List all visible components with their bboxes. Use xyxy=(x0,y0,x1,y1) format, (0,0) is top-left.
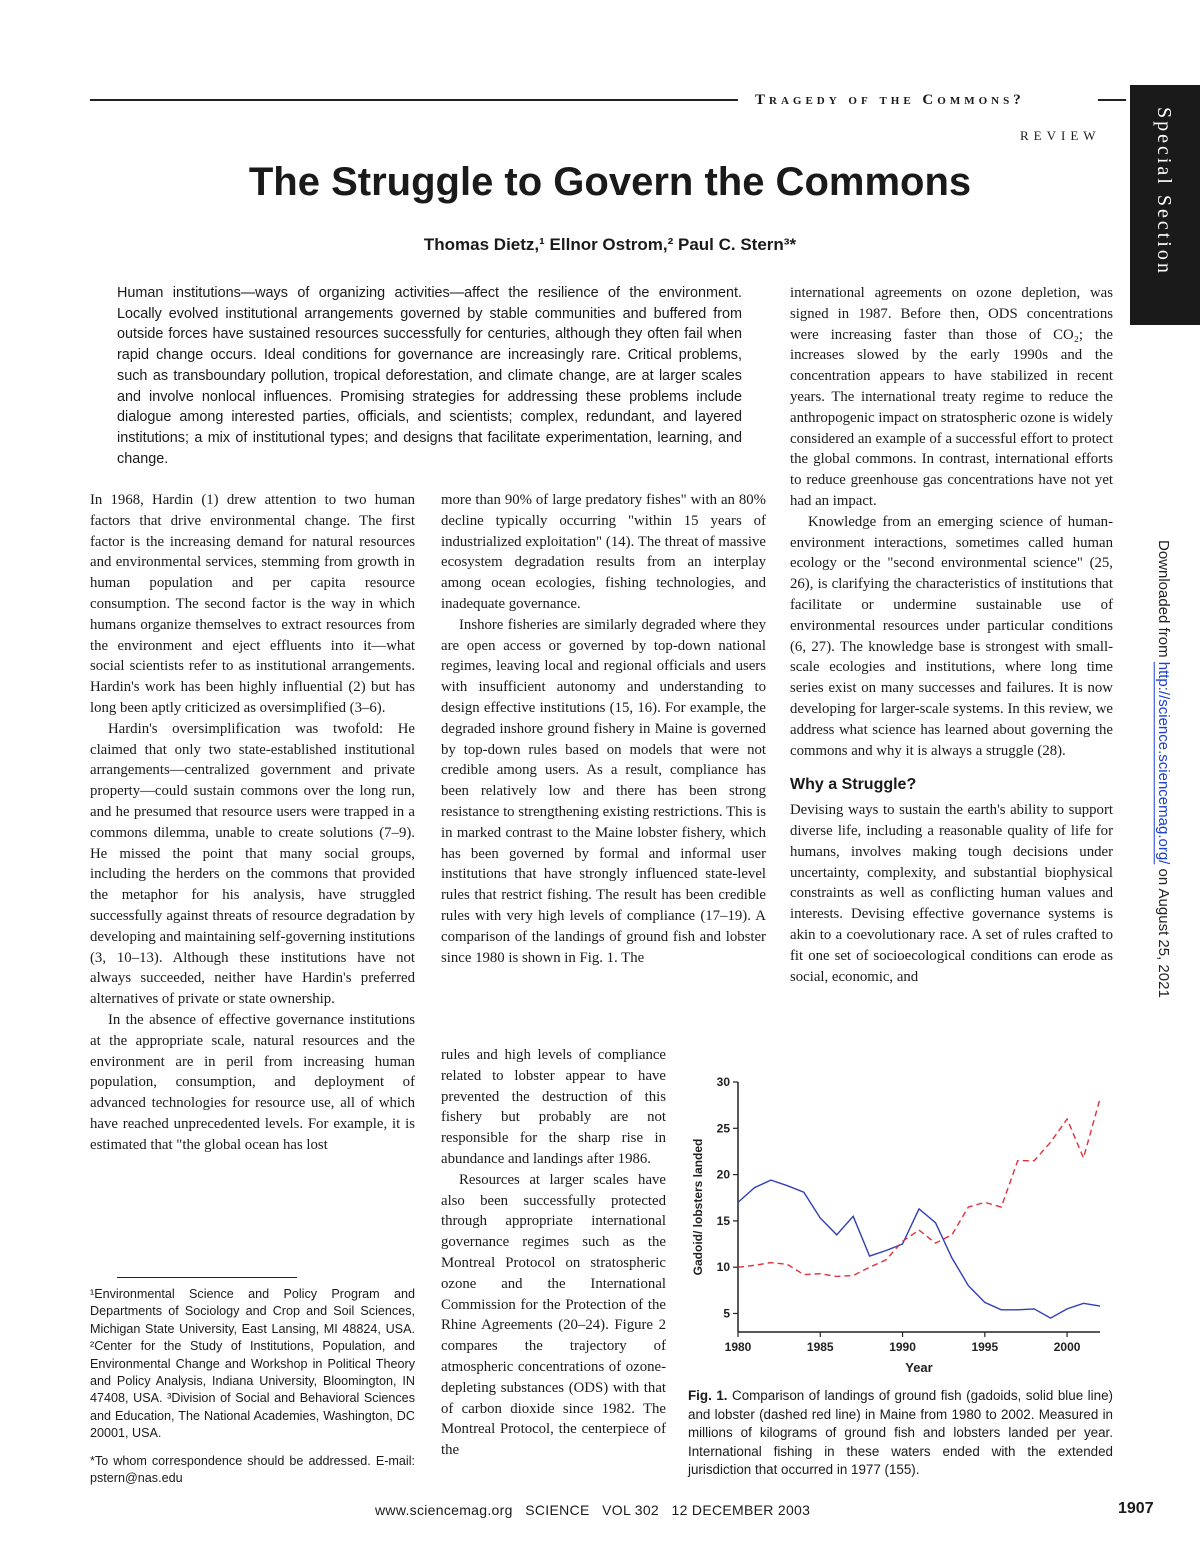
footnote-rule xyxy=(117,1277,297,1278)
y-axis-title: Gadoid/ lobsters landed xyxy=(691,1138,705,1276)
body-column-2-lower xyxy=(441,1045,666,1461)
x-tick-label: 1980 xyxy=(724,1340,752,1354)
y-tick-label: 25 xyxy=(716,1121,730,1136)
groundfish-series-line xyxy=(738,1180,1100,1318)
x-tick-label: 2000 xyxy=(1053,1340,1081,1354)
abstract: Human institutions—ways of organizing activities—affect the resilience of the environment. Locally evolved institutional arrangements governed by stable communities and buffered from outside forces have sustained resources successfully for centuries, although they often fail when rapid change occurs. Ideal conditions for governance are increasingly rare. Critical problems, such as transboundary pollution, tropical deforestation, and climate change, are at larger scales and involve nonlocal influences. Promising strategies for addressing these problems include dialogue among interested parties, officials, and scientists; complex, redundant, and layered institutions; a mix of institutional types; and designs that facilitate experimentation, learning, and change. xyxy=(117,285,742,467)
figure-caption-text: Comparison of landings of ground fish (gadoids, solid blue line) and lobster (dashed red line) in Maine from 1980 to 2002. Measured in millions of kilograms of ground fish and lobsters landed per year. International fishing in these waters ended with the extended jurisdiction that occurred in 1977 (155). xyxy=(688,1388,1113,1478)
footnotes xyxy=(90,1286,415,1497)
special-section-tab xyxy=(1130,85,1200,325)
article-type-label: REVIEW xyxy=(1020,128,1101,143)
paragraph: Inshore fisheries are similarly degraded where they are open access or governed by top-down national regimes, leaving local and regional officials and users with insufficient autonomy and understanding to design effective institutions (15, 16). For example, the degraded inshore ground fishery in Maine is governed by top-down rules based on models that were not credible among users. As a result, compliance has been relatively low and there has been strong resistance to strengthening existing restrictions. This is in marked contrast to the Maine lobster fishery, which has been governed by formal and informal user institutions that have strongly influenced state-level rules that restrict fishing. The result has been credible rules with very high levels of compliance (17–19). A comparison of the landings of ground fish and lobster since 1980 is shown in Fig. 1. The xyxy=(441,616,766,966)
page-number: 1907 xyxy=(1118,1500,1154,1517)
section-label: Tragedy of the Commons? xyxy=(755,92,1025,108)
y-tick-label: 10 xyxy=(716,1260,730,1275)
x-tick-label: 1995 xyxy=(971,1340,999,1354)
paragraph: In the absence of effective governance institutions at the appropriate scale, natural resources and the environment are in peril from increasing human population, consumption, and deployment of advanced technologies for resource use, all of which have reached unprecedented levels. For example, it is estimated that "the global ocean has lost xyxy=(90,1011,415,1153)
y-tick-label: 15 xyxy=(716,1213,730,1228)
paragraph: more than 90% of large predatory fishes" with an 80% decline typically occurring "within 15 years of industrialized exploitation" (14). The threat of massive ecosystem degradation results from an interplay among ocean ecologies, fishing technologies, and inadequate governance. xyxy=(441,492,766,612)
article-title: The Struggle to Govern the Commons xyxy=(248,160,972,204)
body-column-1 xyxy=(90,490,415,1156)
special-section-label: Special Section xyxy=(1153,107,1175,276)
paragraph: Resources at larger scales have also been successfully protected through appropriate international governance regimes such as the Montreal Protocol on stratospheric ozone and the International Commission for the Protection of the Rhine Agreements (20–24). Figure 2 compares the trajectory of atmospheric concentrations of ozone-depleting substances (ODS) with that of carbon dioxide since 1982. The Montreal Protocol, the centerpiece of the xyxy=(441,1171,666,1459)
x-axis-title: Year xyxy=(905,1360,933,1375)
body-column-2 xyxy=(441,490,766,968)
header-rule-right xyxy=(1098,99,1126,101)
download-link[interactable]: http://science.sciencemag.org/ xyxy=(1155,661,1172,865)
paragraph: Knowledge from an emerging science of human-environment interactions, sometimes called human ecology or the "second environmental science" (25, 26), is clarifying the characteristics of institutions that facilitate or undermine sustainable use of environmental resources under particular conditions (6, 27). The knowledge base is strongest with small-scale ecologies and institutions, where long time series exist on many successes and failures. It is now developing for larger-scale systems. In this review, we address what science has learned about governing the commons and why it is always a struggle (28). xyxy=(790,513,1113,759)
paragraph: Hardin's oversimplification was twofold: He claimed that only two state-established institutional arrangements—centralized government and private property—could sustain commons over the long run, and he presumed that resource users were trapped in a commons dilemma, unable to create solutions (7–9). He missed the point that many social groups, including the herders on the commons that provided the metaphor for his analysis, have struggled successfully against threats of resource degradation by developing and maintaining self-governing institutions (3, 10–13). Although these institutions have not always succeeded, neither have Hardin's preferred alternatives of private or state ownership. xyxy=(90,720,415,1008)
paragraph: rules and high levels of compliance related to lobster appear to have prevented the destruction of this fishery but probably are not responsible for the sharp rise in abundance and landings after 1986. xyxy=(441,1047,666,1167)
paragraph: Devising ways to sustain the earth's ability to support diverse life, including a reasonable quality of life for humans, involves making tough decisions under uncertainty, complexity, and substantial biophysical constraints as well as conflicting human values and interests. Devising effective governance systems is akin to a coevolutionary race. A set of rules crafted to fit one set of socioecological conditions can erode as social, economic, and xyxy=(790,802,1113,985)
figure-caption xyxy=(688,1387,1113,1480)
paragraph: In 1968, Hardin (1) drew attention to two human factors that drive environmental change. The first factor is the increasing demand for natural resources and environmental services, stemming from growth in human population and per capita resource consumption. The second factor is the way in which humans organize themselves to extract resources from the environment and eject effluents into it—what social scientists refer to as institutional arrangements. Hardin's work has been highly influential (2) but has long been aptly criticized as oversimplified (3–6). xyxy=(90,492,415,716)
y-tick-label: 30 xyxy=(716,1075,730,1089)
correspondence: *To whom correspondence should be addressed. E-mail: pstern@nas.edu xyxy=(90,1453,415,1486)
header-rule-left xyxy=(90,99,738,101)
article-authors: Thomas Dietz,¹ Ellnor Ostrom,² Paul C. Stern³* xyxy=(423,235,797,254)
footer-journal-info: www.sciencemag.org SCIENCE VOL 302 12 DECEMBER 2003 xyxy=(375,1502,811,1518)
affiliations: ¹Environmental Science and Policy Program and Departments of Sociology and Crop and Soil Sciences, Michigan State University, East Lansing, MI 48824, USA. ²Center for the Study of Institutions, Population, and Environmental Change and Workshop in Political Theory and Policy Analysis, Indiana University, Bloomington, IN 47408, USA. ³Division of Social and Behavioral Sciences and Education, The National Academies, Washington, DC 20001, USA. xyxy=(90,1287,415,1441)
download-notice xyxy=(1155,540,1172,998)
download-suffix: on August 25, 2021 xyxy=(1155,864,1172,998)
y-tick-label: 20 xyxy=(716,1167,730,1182)
body-column-3 xyxy=(790,283,1113,987)
x-tick-label: 1990 xyxy=(889,1340,916,1354)
y-tick-label: 5 xyxy=(723,1306,730,1321)
figure-1-chart xyxy=(680,1070,1120,1390)
section-heading: Why a Struggle? xyxy=(790,776,917,794)
figure-label: Fig. 1. xyxy=(688,1388,728,1403)
x-tick-label: 1985 xyxy=(806,1340,834,1354)
paragraph: international agreements on ozone depletion, was signed in 1987. Before then, ODS concentrations were increasing faster than those of CO₂; the increases slowed by the early 1990s and the concentration appears to have stabilized in recent years. The international treaty regime to reduce the anthropogenic impact on stratospheric ozone is widely considered an example of a successful effort to protect the global commons. In contrast, international efforts to reduce greenhouse gas concentrations have not yet had an impact. xyxy=(790,285,1113,509)
download-prefix: Downloaded from xyxy=(1155,540,1172,662)
